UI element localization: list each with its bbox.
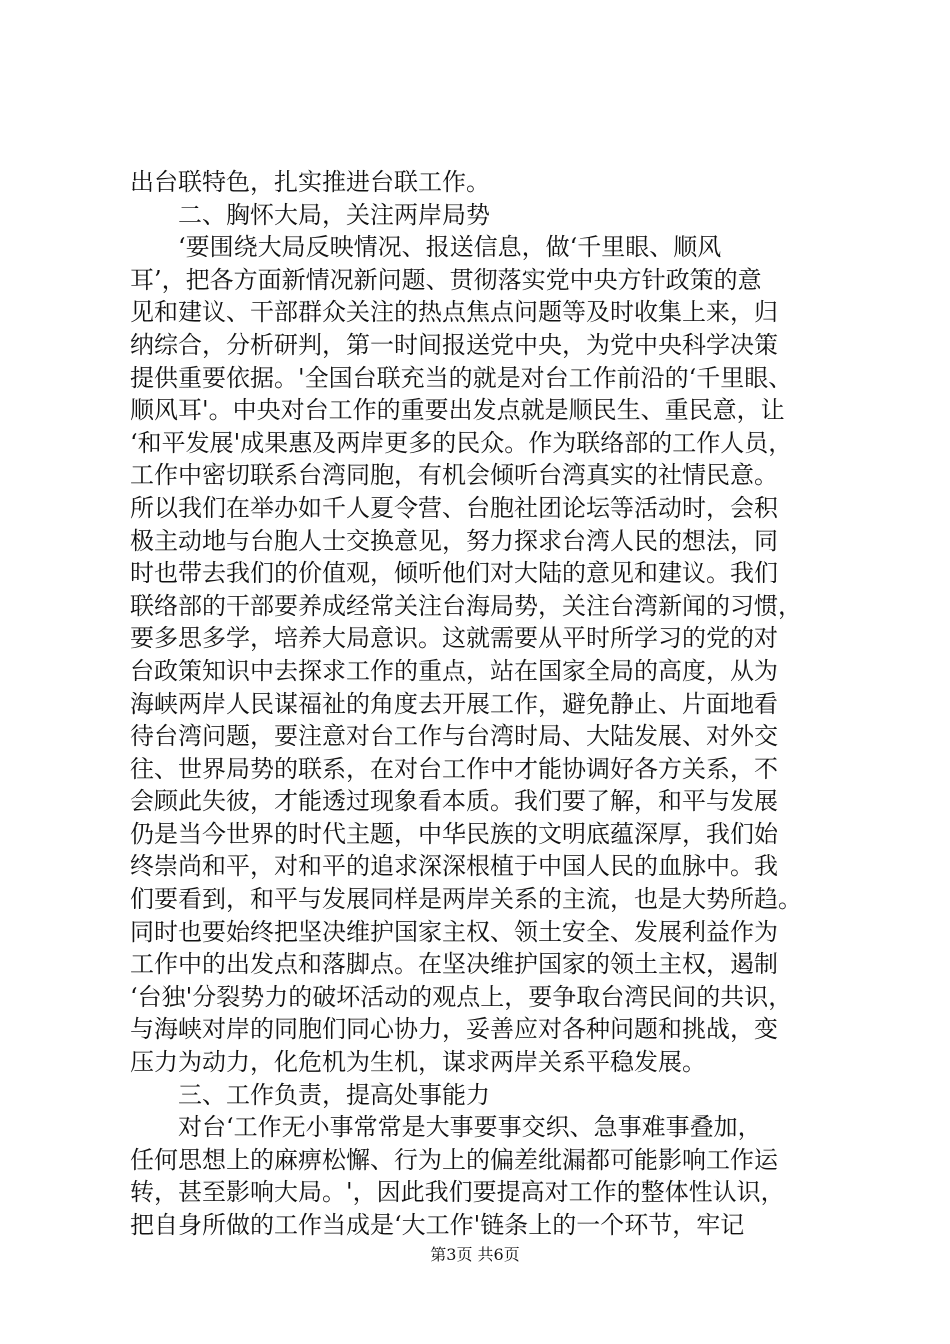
text-line: 与海峡对岸的同胞们同心协力，妥善应对各种问题和挑战，变 xyxy=(130,1015,778,1044)
text-line: 工作中密切联系台湾同胞，有机会倾听台湾真实的社情民意。 xyxy=(130,461,778,490)
text-line: 耳’，把各方面新情况新问题、贯彻落实党中央方针政策的意 xyxy=(130,265,762,294)
text-line: 出台联特色，扎实推进台联工作。 xyxy=(130,168,490,196)
text-line: 往、世界局势的联系，在对台工作中才能协调好各方关系，不 xyxy=(130,754,778,783)
text-line: 见和建议、干部群众关注的热点焦点问题等及时收集上来，归 xyxy=(130,298,778,327)
text-line: 极主动地与台胞人士交换意见，努力探求台湾人民的想法，同 xyxy=(130,526,778,555)
page-footer: 第3页 共6页 xyxy=(430,1245,520,1264)
text-line: ‘台独'分裂势力的破坏活动的观点上，要争取台湾民间的共识， xyxy=(130,982,793,1011)
text-line: 们要看到，和平与发展同样是两岸关系的主流，也是大势所趋。 xyxy=(130,885,802,914)
text-line: 时也带去我们的价值观，倾听他们对大陆的意见和建议。我们 xyxy=(130,559,778,588)
text-line: 二、胸怀大局，关注两岸局势 xyxy=(130,200,490,229)
text-line: 终崇尚和平，对和平的追求深深根植于中国人民的血脉中。我 xyxy=(130,852,778,881)
text-line: 所以我们在举办如千人夏令营、台胞社团论坛等活动时，会积 xyxy=(130,493,778,522)
text-line: 纳综合，分析研判，第一时间报送党中央，为党中央科学决策 xyxy=(130,330,778,359)
text-line: 台政策知识中去探求工作的重点，站在国家全局的高度，从为 xyxy=(130,656,778,685)
document-body xyxy=(130,166,830,1242)
text-line: 要多思多学，培养大局意识。这就需要从平时所学习的党的对 xyxy=(130,624,778,653)
text-line: 同时也要始终把坚决维护国家主权、领土安全、发展利益作为 xyxy=(130,917,778,946)
text-line: 对台‘工作无小事常常是大事要事交织、急事难事叠加， xyxy=(130,1113,762,1142)
text-line: 仍是当今世界的时代主题，中华民族的文明底蕴深厚，我们始 xyxy=(130,819,778,848)
text-line: 工作中的出发点和落脚点。在坚决维护国家的领土主权，遏制 xyxy=(130,950,778,979)
text-line: 海峡两岸人民谋福祉的角度去开展工作，避免静止、片面地看 xyxy=(130,689,778,718)
text-line: 顺风耳'。中央对台工作的重要出发点就是顺民生、重民意，让 xyxy=(130,396,785,425)
text-line: 待台湾问题，要注意对台工作与台湾时局、大陆发展、对外交 xyxy=(130,722,778,751)
text-line: 任何思想上的麻痹松懈、行为上的偏差纰漏都可能影响工作运 xyxy=(130,1145,778,1174)
text-line: 把自身所做的工作当成是‘大工作'链条上的一个环节，牢记 xyxy=(130,1211,745,1239)
text-line: 压力为动力，化危机为生机，谋求两岸关系平稳发展。 xyxy=(130,1048,706,1077)
text-line: 会顾此失彼，才能透过现象看本质。我们要了解，和平与发展 xyxy=(130,787,778,816)
text-line: ‘要围绕大局反映情况、报送信息，做‘千里眼、顺风 xyxy=(130,233,722,262)
text-line: 三、工作负责，提高处事能力 xyxy=(130,1080,490,1109)
text-line: ‘和平发展'成果惠及两岸更多的民众。作为联络部的工作人员， xyxy=(130,428,793,457)
text-line: 提供重要依据。'全国台联充当的就是对台工作前沿的‘千里眼、 xyxy=(130,363,793,392)
text-line: 联络部的干部要养成经常关注台海局势，关注台湾新闻的习惯， xyxy=(130,591,802,620)
text-line: 转，甚至影响大局。'，因此我们要提高对工作的整体性认识， xyxy=(130,1178,785,1207)
